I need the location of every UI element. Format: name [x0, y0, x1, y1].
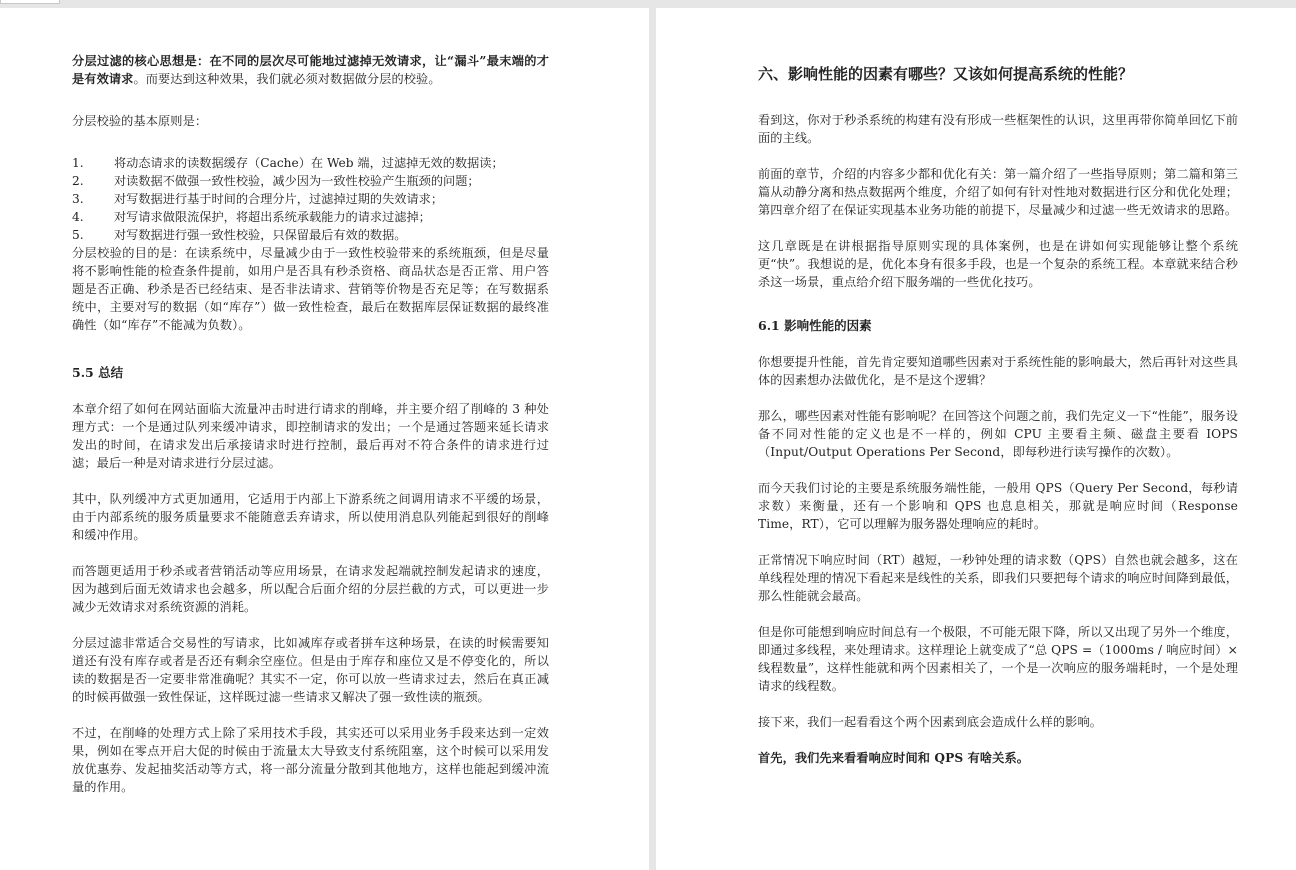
list-item — [72, 190, 549, 208]
paragraph: 那么，哪些因素对性能有影响呢？在回答这个问题之前，我们先定义一下“性能”，服务设备不同对性能的定义也是不一样的，例如 CPU 主要看主频、磁盘主要看 IOPS（Input/Output Operations Per Second，即每秒进行读写操作的次数）。 — [758, 409, 1238, 459]
list-item — [72, 172, 549, 190]
paragraph: 这几章既是在讲根据指导原则实现的具体案例，也是在讲如何实现能够让整个系统更“快”。我想说的是，优化本身有很多手段，也是一个复杂的系统工程。本章就来结合秒杀这一场景，重点给介绍下服务端的一些优化技巧。 — [758, 239, 1238, 289]
list-text: 将动态请求的读数据缓存（Cache）在 Web 端，过滤掉无效的数据读； — [114, 156, 504, 170]
paragraph: 而今天我们讨论的主要是系统服务端性能，一般用 QPS（Query Per Second，每秒请求数）来衡量，还有一个影响和 QPS 也息息相关，那就是响应时间（Response Time，RT），它可以理解为服务器处理响应的耗时。 — [758, 481, 1238, 531]
paragraph: 而答题更适用于秒杀或者营销活动等应用场景，在请求发起端就控制发起请求的速度，因为越到后面无效请求也会越多，所以配合后面介绍的分层拦截的方式，可以更进一步减少无效请求对系统资源的消耗。 — [72, 564, 549, 614]
document-page-right — [656, 8, 1296, 870]
paragraph: 本章介绍了如何在网站面临大流量冲击时进行请求的削峰，并主要介绍了削峰的 3 种处理方式：一个是通过队列来缓冲请求，即控制请求的发出；一个是通过答题来延长请求发出的时间，在请求发出后承接请求时进行控制，最后再对不符合条件的请求进行过滤；最后一种是对请求进行分层过滤。 — [72, 402, 549, 470]
list-item — [72, 226, 549, 244]
list-number: 4. — [72, 210, 84, 224]
paragraph: 接下来，我们一起看看这个两个因素到底会造成什么样的影响。 — [758, 715, 1103, 729]
document-page-left — [0, 8, 649, 870]
list-text: 对读数据不做强一致性校验，减少因为一致性校验产生瓶颈的问题； — [114, 174, 480, 188]
paragraph: 看到这，你对于秒杀系统的构建有没有形成一些框架性的认识，这里再带你简单回忆下前面的主线。 — [758, 113, 1238, 145]
bold-lead: 分层过滤的核心思想是：在不同的层次尽可能地过滤掉无效请求，让“漏斗”最末端的才是有效请求 — [72, 54, 549, 86]
list-text: 对写数据进行基于时间的合理分片，过滤掉过期的失效请求； — [114, 192, 444, 206]
paragraph: 前面的章节，介绍的内容多少都和优化有关：第一篇介绍了一些指导原则；第二篇和第三篇从动静分离和热点数据两个维度，介绍了如何有针对性地对数据进行区分和优化处理；第四章介绍了在保证实现基本业务功能的前提下，尽量减少和过滤一些无效请求的思路。 — [758, 167, 1238, 217]
paragraph: 你想要提升性能，首先肯定要知道哪些因素对于系统性能的影响最大，然后再针对这些具体的因素想办法做优化，是不是这个逻辑？ — [758, 355, 1238, 387]
paragraph-text: 。而要达到这种效果，我们就必须对数据做分层的校验。 — [133, 72, 441, 86]
list-number: 2. — [72, 174, 84, 188]
section-heading: 6.1 影响性能的因素 — [758, 318, 872, 333]
paragraph: 其中，队列缓冲方式更加通用，它适用于内部上下游系统之间调用请求不平缓的场景，由于内部系统的服务质量要求不能随意丢弃请求，所以使用消息队列能起到很好的削峰和缓冲作用。 — [72, 492, 549, 542]
paragraph: 正常情况下响应时间（RT）越短，一秒钟处理的请求数（QPS）自然也就会越多，这在单线程处理的情况下看起来是线性的关系，即我们只要把每个请求的响应时间降到最低，那么性能就会最高。 — [758, 553, 1238, 603]
list-text: 对写请求做限流保护，将超出系统承载能力的请求过滤掉； — [114, 210, 431, 224]
list-number: 1. — [72, 156, 84, 170]
list-text: 对写数据进行强一致性校验，只保留最后有效的数据。 — [114, 228, 407, 242]
list-item — [72, 208, 549, 226]
paragraph: 分层校验的基本原则是： — [72, 114, 208, 128]
paragraph: 分层过滤非常适合交易性的写请求，比如减库存或者拼车这种场景，在读的时候需要知道还有没有库存或者是否还有剩余空座位。但是由于库存和座位又是不停变化的，所以读的数据是否一定要非常准确呢？其实不一定，你可以放一些请求过去，然后在真正减的时候再做强一致性保证，这样既过滤一些请求又解决了强一致性读的瓶颈。 — [72, 636, 549, 704]
section-heading: 5.5 总结 — [72, 365, 124, 380]
paragraph: 不过，在削峰的处理方式上除了采用技术手段，其实还可以采用业务手段来达到一定效果，例如在零点开启大促的时候由于流量太大导致支付系统阻塞，这个时候可以采用发放优惠券、发起抽奖活动等方式，将一部分流量分散到其他地方，这样也能起到缓冲流量的作用。 — [72, 726, 549, 794]
paragraph: 但是你可能想到响应时间总有一个极限，不可能无限下降，所以又出现了另外一个维度，即通过多线程，来处理请求。这样理论上就变成了“总 QPS =（1000ms / 响应时间）× 线程数量”，这样性能就和两个因素相关了，一个是一次响应的服务端耗时，一个是处理请求的线程数。 — [758, 625, 1238, 693]
paragraph-bold: 首先，我们先来看看响应时间和 QPS 有啥关系。 — [758, 751, 1030, 765]
chapter-heading: 六、影响性能的因素有哪些？又该如何提高系统的性能？ — [758, 65, 1134, 83]
paragraph: 分层校验的目的是：在读系统中，尽量减少由于一致性校验带来的系统瓶颈，但是尽量将不影响性能的检查条件提前，如用户是否具有秒杀资格、商品状态是否正常、用户答题是否正确、秒杀是否已经结束、是否非法请求、营销等价物是否充足等；在写数据系统中，主要对写的数据（如“库存”）做一致性检查，最后在数据库层保证数据的最终准确性（如“库存”不能减为负数）。 — [72, 246, 549, 332]
paragraph — [72, 52, 549, 88]
list-number: 5. — [72, 228, 84, 242]
list-number: 3. — [72, 192, 84, 206]
numbered-list — [72, 154, 549, 244]
list-item — [72, 154, 549, 172]
page-gutter — [649, 8, 656, 870]
tab-stub[interactable] — [0, 0, 60, 4]
